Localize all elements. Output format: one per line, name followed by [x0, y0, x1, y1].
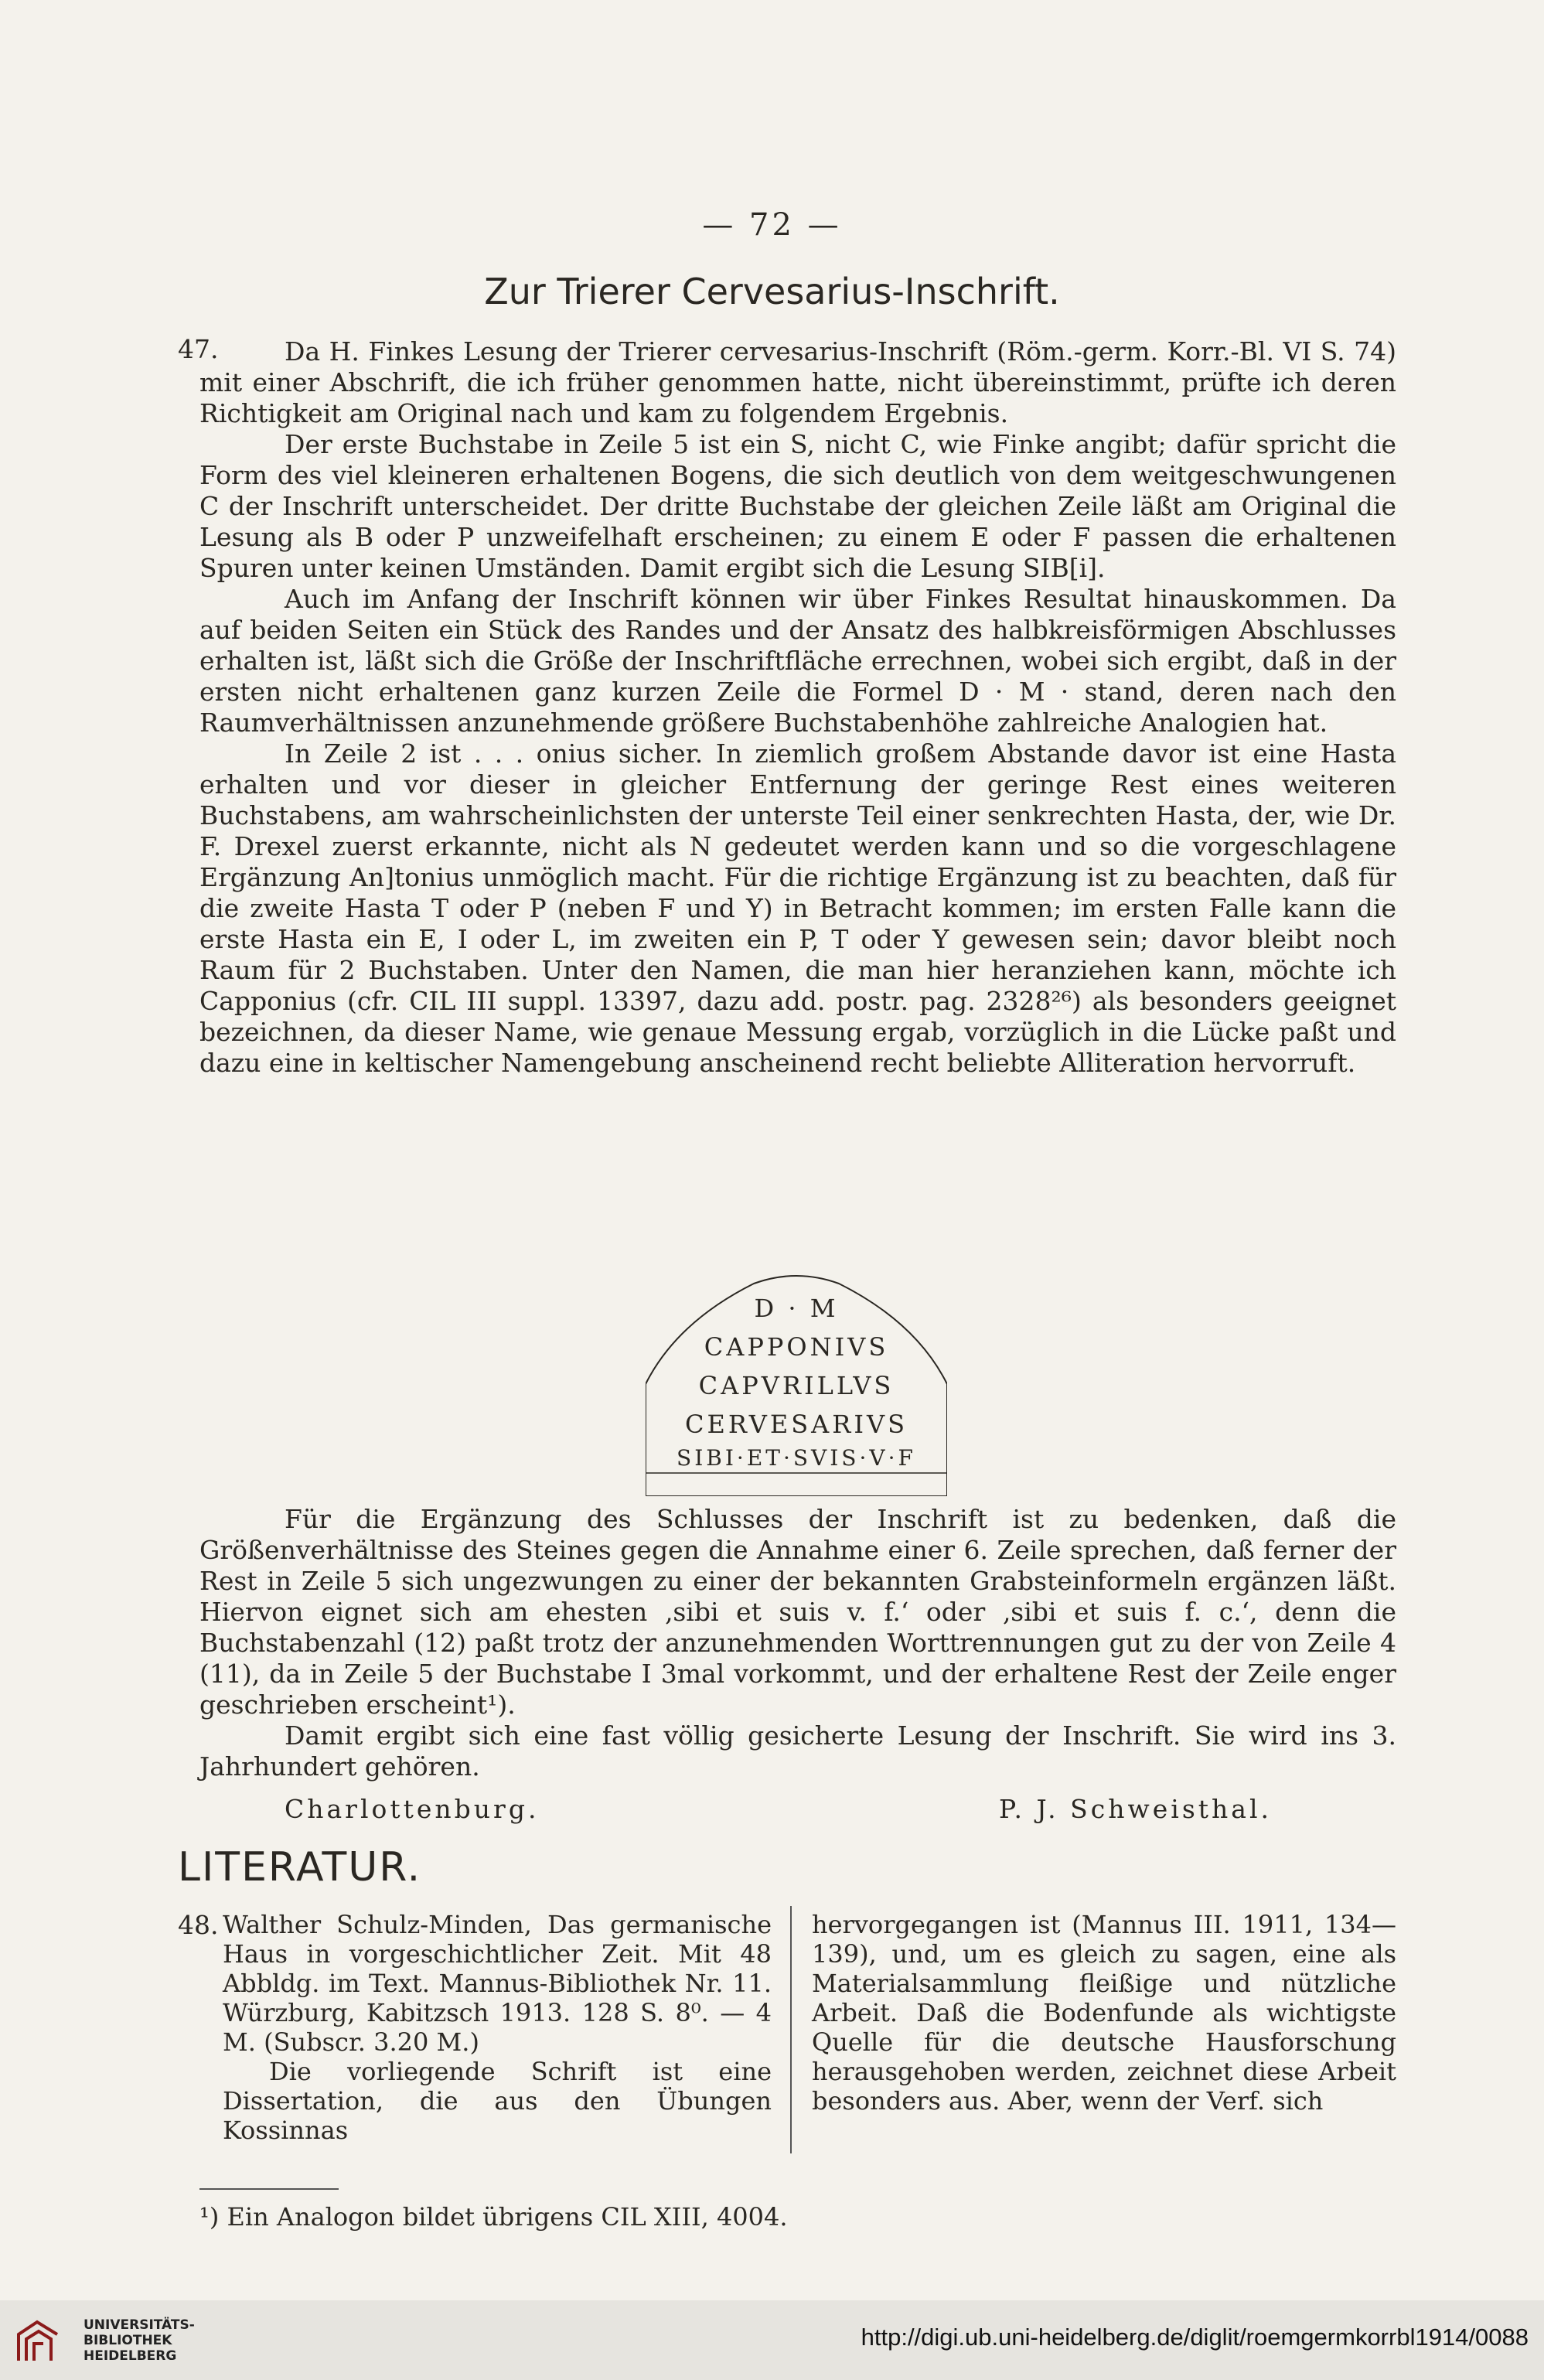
review-text-right: hervorgegangen ist (Mannus III. 1911, 134—139), und, um es gleich zu sagen, eine als Materialsammlung fleißige und nützliche Arbeit. Daß die Bodenfunde als wichtigste Quelle für die deutsche Hausforschung herausgehoben werden, zeichnet diese Arbeit besonders aus. Aber, wenn der Verf. sich: [812, 1910, 1396, 2116]
source-url-link[interactable]: http://digi.ub.uni-heidelberg.de/diglit/roemgermkorrbl1914/0088: [861, 2324, 1529, 2351]
page-number: — 72 —: [702, 207, 842, 243]
review-citation: Walther Schulz-Minden, Das germanische Haus in vorgeschichtlicher Zeit. Mit 48 Abbldg. im Text. Mannus-Bibliothek Nr. 11. Würzburg, Kabitzsch 1913. 128 S. 8⁰. — 4 M. (Subscr. 3.20 M.): [223, 1910, 772, 2057]
library-name-line: BIBLIOTHEK: [84, 2333, 172, 2348]
inscription-line-3: CAPVRILLVS: [698, 1371, 895, 1400]
inscription-figure: [646, 1264, 947, 1496]
library-logo-icon: [14, 2317, 62, 2365]
signature-author: P. J. Schweisthal.: [999, 1794, 1272, 1824]
left-column: [223, 1910, 772, 2145]
inscription-line-1: D · M: [754, 1294, 839, 1323]
column-divider: [790, 1906, 792, 2153]
paragraph: Da H. Finkes Lesung der Trierer cervesarius-Inschrift (Röm.-germ. Korr.-Bl. VI S. 74) mit einer Abschrift, die ich früher genommen hatte, nicht übereinstimmt, prüfte ich deren Richtigkeit am Original nach und kam zu folgendem Ergebnis.: [199, 336, 1396, 428]
section-number-47: 47.: [178, 334, 219, 364]
inscription-line-2: CAPPONIVS: [704, 1332, 889, 1362]
paragraph: In Zeile 2 ist . . . onius sicher. In ziemlich großem Abstande davor ist eine Hasta erhalten und vor dieser in gleicher Entfernung der geringe Rest eines weiteren Buchstabens, am wahrscheinlichsten der unterste Teil einer senkrechten Hasta, der, wie Dr. F. Drexel zuerst erkannte, nicht als N gedeutet werden kann und so die vorgeschlagene Ergänzung An]tonius unmöglich macht. Für die richtige Ergänzung ist zu beachten, daß für die zweite Hasta T oder P (neben F und Y) in Betracht kommen; im ersten Falle kann die erste Hasta ein E, I oder L, im zweiten ein P, T oder Y gewesen sein; davor bleibt noch Raum für 2 Buchstaben. Unter den Namen, die man hier heranziehen kann, möchte ich Capponius (cfr. CIL III suppl. 13397, dazu add. postr. pag. 2328²⁶) als besonders geeignet bezeichnen, da dieser Name, wie genaue Messung ergab, vorzüglich in die Lücke paßt und dazu eine in keltischer Namengebung anscheinend recht beliebte Alliteration hervorruft.: [199, 738, 1396, 1078]
library-name: [84, 2317, 195, 2364]
article-title: Zur Trierer Cervesarius-Inschrift.: [484, 271, 1060, 312]
section-47-conclusion: [199, 1504, 1396, 1782]
review-text-left: Die vorliegende Schrift ist eine Dissertation, die aus den Übungen Kossinnas: [223, 2057, 772, 2145]
paragraph: Auch im Anfang der Inschrift können wir über Finkes Resultat hinauskommen. Da auf beiden Seiten ein Stück des Randes und der Ansatz des halbkreisförmigen Abschlusses erhalten ist, läßt sich die Größe der Inschriftfläche errechnen, wobei sich ergibt, daß in der ersten nicht erhaltenen ganz kurzen Zeile die Formel D · M · stand, deren nach den Raumverhältnissen anzunehmende größere Buchstabenhöhe zahlreiche Analogien hat.: [199, 584, 1396, 738]
paragraph: Der erste Buchstabe in Zeile 5 ist ein S, nicht C, wie Finke angibt; dafür spricht die Form des viel kleineren erhaltenen Bogens, die sich deutlich von dem weitgeschwungenen C der Inschrift unterscheidet. Der dritte Buchstabe der gleichen Zeile läßt am Original die Lesung als B oder P unzweifelhaft erscheinen; zu einem E oder F passen die erhaltenen Spuren unter keinen Umständen. Damit ergibt sich die Lesung SIB[i].: [199, 429, 1396, 583]
signature-place: Charlottenburg.: [285, 1794, 540, 1824]
section-47-body: [199, 336, 1396, 1079]
inscription-line-4: CERVESARIVS: [684, 1410, 908, 1439]
literatur-heading: LITERATUR.: [178, 1844, 422, 1891]
footnote-rule: [199, 2188, 339, 2190]
library-name-line: HEIDELBERG: [84, 2348, 177, 2364]
right-column: [812, 1910, 1396, 2116]
section-number-48: 48.: [178, 1910, 219, 1940]
library-name-line: UNIVERSITÄTS-: [84, 2317, 195, 2333]
digitization-footer: [0, 2300, 1544, 2380]
paragraph: Damit ergibt sich eine fast völlig gesicherte Lesung der Inschrift. Sie wird ins 3. Jahrhundert gehören.: [199, 1720, 1396, 1782]
inscription-line-5: SIBI·ET·SVIS·V·F: [677, 1445, 916, 1471]
footnote: ¹) Ein Analogon bildet übrigens CIL XIII, 4004.: [199, 2202, 788, 2232]
paragraph: Für die Ergänzung des Schlusses der Inschrift ist zu bedenken, daß die Größenverhältnisse des Steines gegen die Annahme einer 6. Zeile sprechen, daß ferner der Rest in Zeile 5 sich ungezwungen zu einer der bekannten Grabsteinformeln ergänzen läßt. Hiervon eignet sich am ehesten ‚sibi et suis v. f.‘ oder ‚sibi et suis f. c.‘, denn die Buchstabenzahl (12) paßt trotz der anzunehmenden Worttrennungen gut zu der von Zeile 4 (11), da in Zeile 5 der Buchstabe I 3mal vorkommt, und der erhaltene Rest der Zeile enger geschrieben erscheint¹).: [199, 1504, 1396, 1720]
